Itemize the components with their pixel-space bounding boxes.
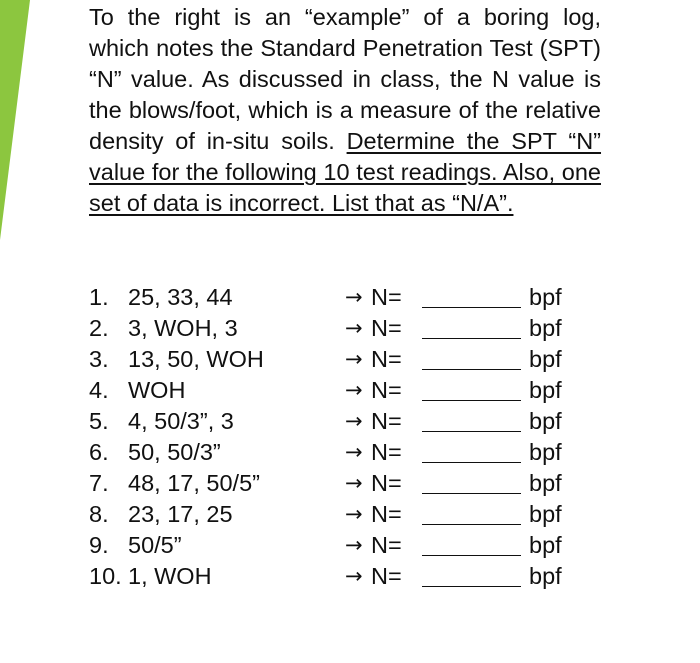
right-arrow-icon: → — [345, 285, 363, 309]
right-arrow-icon: → — [345, 316, 363, 340]
right-arrow-icon: → — [345, 564, 363, 588]
reading-number: 4. — [89, 377, 109, 403]
intro-text: To the right is an “example” of a boring log, which notes the Standard Penetration Test (SPT) “N” value. As discussed in class, the N value is the blows/foot, which is a measure of the relative density of in-situ soils. — [89, 4, 601, 154]
unit-label: bpf — [529, 439, 562, 465]
instruction-text: Determine the SPT “N” value for the following 10 test readings. Also, one set of data is incorrect. List that as “N/A”. — [89, 128, 602, 216]
reading-values: 3, WOH, 3 — [128, 315, 238, 341]
unit-label: bpf — [529, 408, 562, 434]
reading-values: 50/5” — [128, 532, 182, 558]
right-arrow-icon: → — [345, 471, 363, 495]
unit-label: bpf — [529, 532, 562, 558]
reading-row-7 — [89, 468, 609, 499]
answer-blank[interactable] — [422, 369, 521, 370]
reading-number: 1. — [89, 284, 109, 310]
reading-row-8 — [89, 499, 609, 530]
reading-row-1 — [89, 282, 609, 313]
n-label: N= — [371, 470, 402, 496]
answer-blank[interactable] — [422, 462, 521, 463]
readings-list — [89, 282, 609, 592]
reading-row-6 — [89, 437, 609, 468]
answer-blank[interactable] — [422, 524, 521, 525]
reading-row-9 — [89, 530, 609, 561]
reading-number: 8. — [89, 501, 109, 527]
answer-blank[interactable] — [422, 307, 521, 308]
answer-blank[interactable] — [422, 431, 521, 432]
answer-blank[interactable] — [422, 338, 521, 339]
n-label: N= — [371, 501, 402, 527]
unit-label: bpf — [529, 377, 562, 403]
n-label: N= — [371, 346, 402, 372]
reading-row-10 — [89, 561, 609, 592]
n-label: N= — [371, 439, 402, 465]
reading-values: 13, 50, WOH — [128, 346, 264, 372]
unit-label: bpf — [529, 563, 562, 589]
green-accent-bar — [0, 0, 30, 663]
unit-label: bpf — [529, 346, 562, 372]
reading-number: 6. — [89, 439, 109, 465]
reading-number: 2. — [89, 315, 109, 341]
reading-number: 9. — [89, 532, 109, 558]
n-label: N= — [371, 284, 402, 310]
answer-blank[interactable] — [422, 493, 521, 494]
n-label: N= — [371, 532, 402, 558]
right-arrow-icon: → — [345, 347, 363, 371]
reading-values: 4, 50/3”, 3 — [128, 408, 234, 434]
reading-row-2 — [89, 313, 609, 344]
reading-number: 3. — [89, 346, 109, 372]
n-label: N= — [371, 377, 402, 403]
reading-values: 50, 50/3” — [128, 439, 221, 465]
right-arrow-icon: → — [345, 440, 363, 464]
right-arrow-icon: → — [345, 409, 363, 433]
answer-blank[interactable] — [422, 555, 521, 556]
reading-row-3 — [89, 344, 609, 375]
n-label: N= — [371, 408, 402, 434]
reading-number: 10. — [89, 563, 122, 589]
reading-number: 7. — [89, 470, 109, 496]
n-label: N= — [371, 563, 402, 589]
unit-label: bpf — [529, 501, 562, 527]
intro-paragraph — [89, 2, 601, 219]
right-arrow-icon: → — [345, 502, 363, 526]
answer-blank[interactable] — [422, 400, 521, 401]
unit-label: bpf — [529, 315, 562, 341]
right-arrow-icon: → — [345, 378, 363, 402]
reading-values: 1, WOH — [128, 563, 212, 589]
reading-row-5 — [89, 406, 609, 437]
unit-label: bpf — [529, 284, 562, 310]
reading-number: 5. — [89, 408, 109, 434]
n-label: N= — [371, 315, 402, 341]
reading-values: 48, 17, 50/5” — [128, 470, 260, 496]
reading-values: WOH — [128, 377, 186, 403]
answer-blank[interactable] — [422, 586, 521, 587]
reading-values: 23, 17, 25 — [128, 501, 233, 527]
right-arrow-icon: → — [345, 533, 363, 557]
reading-row-4 — [89, 375, 609, 406]
reading-values: 25, 33, 44 — [128, 284, 233, 310]
unit-label: bpf — [529, 470, 562, 496]
